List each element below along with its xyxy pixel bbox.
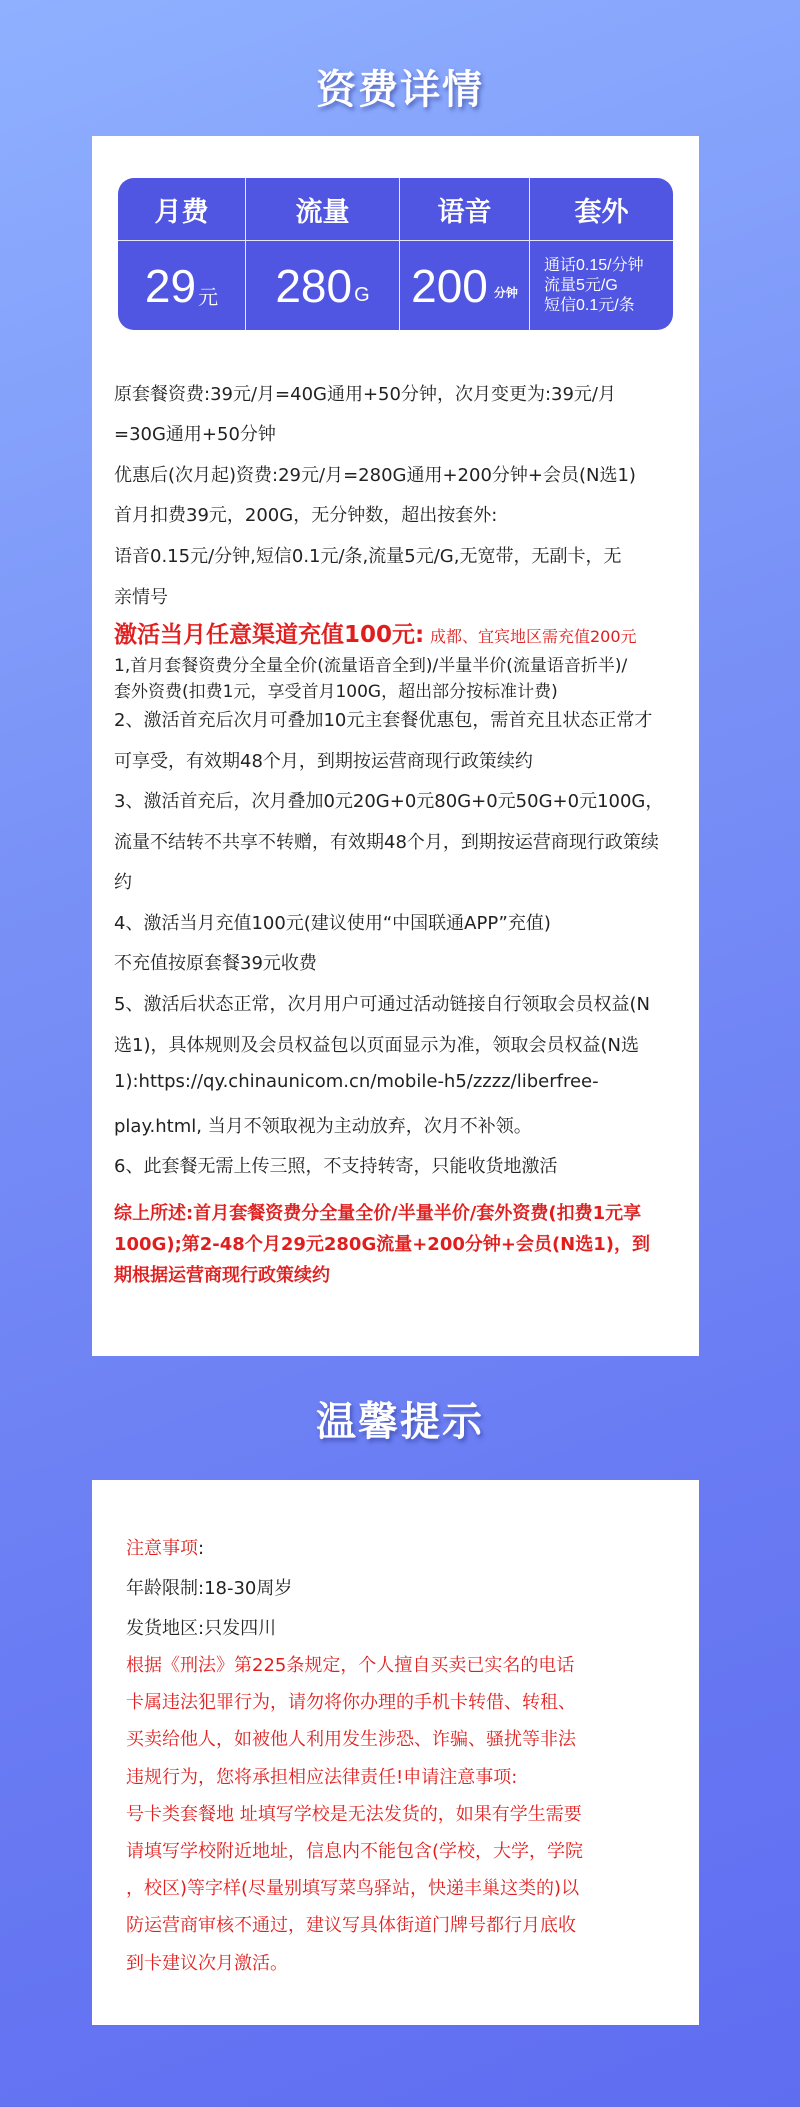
- extra-data-rate: 流量5元/G: [544, 277, 618, 294]
- address-notice-line: 请填写学校附近地址，信息内不能包含(学校，大学，学院: [126, 1841, 584, 1862]
- detail-line: 不充值按原套餐39元收费: [114, 953, 317, 974]
- address-notice-line: 号卡类套餐地 址填写学校是无法发货的，如果有学生需要: [126, 1804, 582, 1825]
- header-extra: 套外: [574, 196, 629, 228]
- recharge-main-text: 激活当月任意渠道充值100元:: [114, 622, 425, 648]
- tips-section-title: 温馨提示: [316, 1399, 484, 1445]
- monthly-fee-number: 29: [144, 260, 197, 312]
- address-notice-line: 到卡建议次月激活。: [126, 1953, 288, 1974]
- detail-line: 3、激活首充后，次月叠加0元20G+0元80G+0元50G+0元100G，: [114, 791, 664, 812]
- address-notice-line: ，校区)等字样(尽量别填写菜鸟驿站，快递丰巢这类的)以: [126, 1878, 580, 1899]
- detail-line: 亲情号: [114, 587, 168, 608]
- header-data: 流量: [246, 178, 400, 240]
- legal-notice-line: 买卖给他人，如被他人利用发生涉恐、诈骗、骚扰等非法: [126, 1729, 576, 1750]
- fee-details-card: [92, 136, 699, 1356]
- detail-line: 优惠后(次月起)资费:29元/月=280G通用+200分钟+会员(N选1): [114, 465, 636, 486]
- address-notice-line: 防运营商审核不通过，建议写具体街道门牌号都行月底收: [126, 1915, 576, 1936]
- voice-number: 200: [411, 260, 488, 312]
- notice-colon: :: [198, 1538, 205, 1559]
- detail-line: 套外资费(扣费1元，享受首月100G，超出部分按标准计费): [114, 682, 558, 702]
- summary-line: 综上所述:首月套餐资费分全量全价/半量半价/套外资费(扣费1元享: [114, 1203, 642, 1224]
- summary-line: 期根据运营商现行政策续约: [114, 1265, 330, 1286]
- detail-line: play.html, 当月不领取视为主动放弃，次月不补领。: [114, 1116, 532, 1137]
- detail-line: 1):https://qy.chinaunicom.cn/mobile-h5/zzzz/liberfree-: [114, 1071, 599, 1092]
- legal-notice-line: 根据《刑法》第225条规定，个人擅自买卖已实名的电话: [126, 1655, 575, 1676]
- detail-line: 原套餐资费:39元/月=40G通用+50分钟，次月变更为:39元/月: [114, 384, 616, 405]
- detail-line: 选1)，具体规则及会员权益包以页面显示为准，领取会员权益(N选: [114, 1035, 639, 1056]
- voice-unit: 分钟: [493, 285, 518, 300]
- notice-label: 注意事项: [126, 1538, 198, 1559]
- fee-table-values: [118, 240, 673, 330]
- monthly-fee-unit: 元: [198, 286, 219, 309]
- data-value: [246, 241, 400, 330]
- legal-notice-line: 卡属违法犯罪行为，请勿将你办理的手机卡转借、转租、: [126, 1692, 576, 1713]
- fee-table-header: [118, 178, 673, 240]
- fee-section-title: 资费详情: [316, 67, 484, 113]
- recharge-requirement: [114, 616, 684, 649]
- detail-line: =30G通用+50分钟: [114, 424, 276, 445]
- data-unit: G: [354, 283, 370, 306]
- delivery-area: 发货地区:只发四川: [126, 1618, 277, 1639]
- detail-line: 5、激活后状态正常，次月用户可通过活动链接自行领取会员权益(N: [114, 994, 650, 1015]
- header-monthly-fee: 月费: [118, 178, 246, 240]
- detail-line: 约: [114, 872, 132, 893]
- fee-table: [118, 178, 673, 330]
- summary-line: 100G);第2-48个月29元280G流量+200分钟+会员(N选1)，到: [114, 1234, 650, 1255]
- age-limit: 年龄限制:18-30周岁: [126, 1578, 293, 1599]
- detail-line: 流量不结转不共享不转赠，有效期48个月，到期按运营商现行政策续: [114, 832, 659, 853]
- extra-sms-rate: 短信0.1元/条: [544, 297, 635, 314]
- header-voice: 语音: [400, 178, 530, 240]
- voice-value: [400, 241, 530, 330]
- detail-line: 2、激活首充后次月可叠加10元主套餐优惠包，需首充且状态正常才: [114, 710, 653, 731]
- recharge-region-note: 成都、宜宾地区需充值200元: [429, 627, 637, 646]
- detail-line: 首月扣费39元，200G，无分钟数，超出按套外:: [114, 505, 498, 526]
- monthly-fee-value: [118, 241, 246, 330]
- data-number: 280: [275, 260, 353, 312]
- detail-line: 可享受，有效期48个月，到期按运营商现行政策续约: [114, 751, 533, 772]
- detail-line: 4、激活当月充值100元(建议使用“中国联通APP”充值): [114, 913, 551, 934]
- tips-card: [92, 1480, 699, 2025]
- extra-charges: [530, 241, 673, 330]
- legal-notice-line: 违规行为，您将承担相应法律责任!申请注意事项:: [126, 1767, 518, 1788]
- notice-heading: [126, 1534, 696, 1560]
- detail-line: 6、此套餐无需上传三照，不支持转寄，只能收货地激活: [114, 1156, 558, 1177]
- detail-line: 1,首月套餐资费分全量全价(流量语音全到)/半量半价(流量语音折半)/: [114, 656, 628, 676]
- detail-line: 语音0.15元/分钟,短信0.1元/条,流量5元/G,无宽带，无副卡，无: [114, 546, 622, 567]
- extra-call-rate: 通话0.15/分钟: [544, 257, 644, 274]
